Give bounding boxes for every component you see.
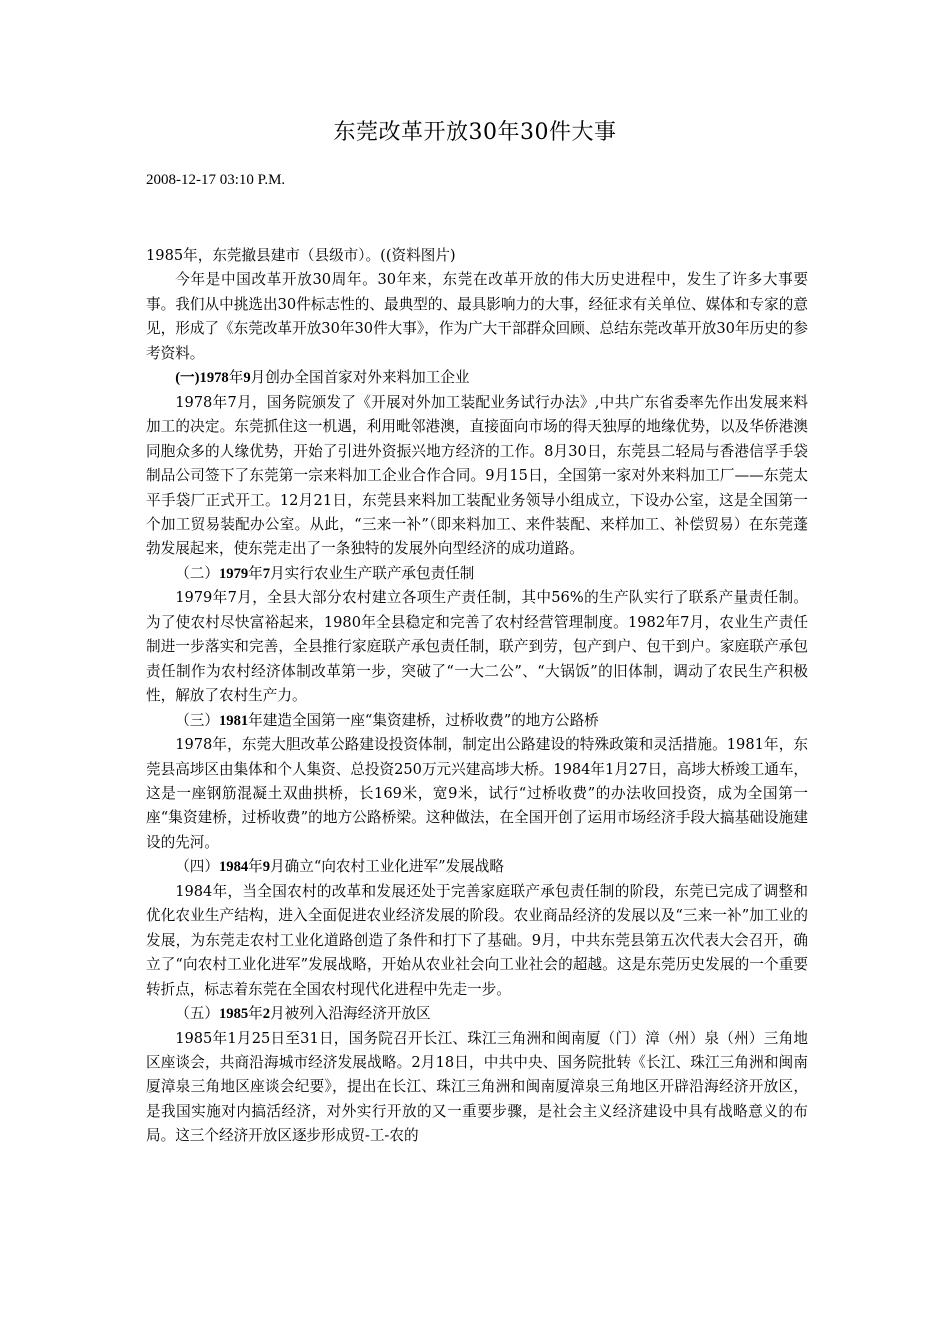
section-body-4: 1984年，当全国农村的改革和发展还处于完善家庭联产承包责任制的阶段，东莞已完成了调整和优化农业生产结构，进入全面促进农业经济发展的阶段。农业商品经济的发展以及“三来一补”加工业的发展，为东莞走农村工业化道路创造了条件和打下了基础。9月，中共东莞县第五次代表大会召开，确立了“向农村工业化进军”发展战略，开始从农业社会向工业社会的超越。这是东莞历史发展的一个重要转折点，标志着东莞在全国农村现代化进程中先走一步。 (146, 882, 808, 998)
section-heading-year: 1981 (218, 712, 249, 729)
section-body-5: 1985年1月25日至31日，国务院召开长江、珠江三角洲和闽南厦（门）漳（州）泉（州）三角地区座谈会，共商沿海城市经济发展战略。2月18日，中共中央、国务院批转《长江、珠江三角洲和闽南厦漳泉三角地区座谈会纪要》，提出在长江、珠江三角洲和闽南厦漳泉三角地区开辟沿海经济开放区，是我国实施对内搞活经济，对外实行开放的又一重要步骤，是社会主义经济建设中具有战略意义的布局。这三个经济开放区逐步形成贸-工-农的 (146, 1029, 808, 1145)
section-heading-3 (146, 709, 808, 733)
section-heading-year: 1978 (199, 370, 229, 387)
intro-paragraph: 今年是中国改革开放30周年。30年来，东莞在改革开放的伟大历史进程中，发生了许多大事要事。我们从中挑选出30件标志性的、最典型的、最具影响力的大事，经征求有关单位、媒体和专家的意见，形成了《东莞改革开放30年30件大事》，作为广大干部群众回顾、总结东莞改革开放30年历史的参考资料。 (146, 271, 808, 362)
section-heading-mid: 年 (248, 564, 263, 582)
section-heading-prefix: (一) (175, 370, 200, 387)
section-heading-month: 2 (262, 1006, 271, 1023)
section-heading-mid: 年 (248, 1005, 263, 1023)
section-heading-year: 1984 (218, 859, 249, 876)
section-body-1: 1978年7月，国务院颁发了《开展对外加工装配业务试行办法》,中共广东省委率先作出发展来料加工的决定。东莞抓住这一机遇，利用毗邻港澳，直接面向市场的得天独厚的地缘优势，以及华侨港澳同胞众多的人缘优势，开始了引进外资振兴地方经济的工作。8月30日，东莞县二轻局与香港信孚手袋制品公司签下了东莞第一宗来料加工企业合作合同。9月15日，全国第一家对外来料加工厂——东莞太平手袋厂正式开工。12月21日，东莞县来料加工装配业务领导小组成立，下设办公室，这是全国第一个加工贸易装配办公室。从此，“三来一补”（即来料加工、来件装配、来样加工、补偿贸易）在东莞蓬勃发展起来，使东莞走出了一条独特的发展外向型经济的成功道路。 (146, 393, 808, 558)
section-heading-rest: 月被列入沿海经济开放区 (270, 1005, 431, 1023)
section-heading-mid: 年 (248, 858, 263, 876)
section-heading-mid: 年 (228, 369, 244, 387)
image-caption: 1985年，东莞撤县建市（县级市）。((资料图片) (146, 247, 456, 264)
section-heading-rest: 月确立“向农村工业化进军”发展战略 (270, 858, 504, 876)
section-heading-4 (146, 855, 808, 879)
publish-timestamp: 2008-12-17 03:10 P.M. (146, 172, 286, 188)
section-heading-prefix: （三） (175, 711, 219, 729)
section-heading-month: 9 (262, 859, 271, 876)
section-body-2: 1979年7月，全县大部分农村建立各项生产责任制，其中56%的生产队实行了联系产量责任制。为了使农村尽快富裕起来，1980年全县稳定和完善了农村经营管理制度。1982年7月，农业生产责任制进一步落实和完善，全县推行家庭联产承包责任制，联产到劳，包产到户、包干到户。家庭联产承包责任制作为农村经济体制改革第一步，突破了“一大二公”、“大锅饭”的旧体制，调动了农民生产积极性，解放了农村生产力。 (146, 589, 808, 705)
section-heading-year: 1979 (218, 565, 249, 582)
section-heading-rest: 月实行农业生产联产承包责任制 (270, 564, 475, 582)
section-body-3: 1978年，东莞大胆改革公路建设投资体制，制定出公路建设的特殊政策和灵活措施。1981年，东莞县高埗区由集体和个人集资、总投资250万元兴建高埗大桥。1984年1月27日，高埗大桥竣工通车，这是一座钢筋混凝土双曲拱桥，长169米，宽9米，试行“过桥收费”的办法收回投资，成为全国第一座“集资建桥，过桥收费”的地方公路桥梁。这种做法，在全国开创了运用市场经济手段大搞基础设施建设的先河。 (146, 736, 809, 851)
article-body (146, 244, 808, 1149)
section-heading-year: 1985 (218, 1006, 249, 1023)
section-heading-prefix: （四） (175, 858, 219, 876)
section-heading-rest: 月创办全国首家对外来料加工企业 (250, 369, 470, 387)
section-heading-prefix: （五） (175, 1005, 219, 1023)
section-heading-month: 7 (262, 565, 271, 582)
section-heading-mid: 年建造全国第一座“集资建桥，过桥收费”的地方公路桥 (248, 711, 599, 729)
section-heading-5 (146, 1002, 808, 1026)
section-heading-1 (146, 366, 808, 390)
document-title: 东莞改革开放30年30件大事 (333, 120, 617, 145)
section-heading-month: 9 (243, 370, 251, 387)
section-heading-prefix: （二） (175, 564, 219, 582)
section-heading-2 (146, 562, 808, 586)
